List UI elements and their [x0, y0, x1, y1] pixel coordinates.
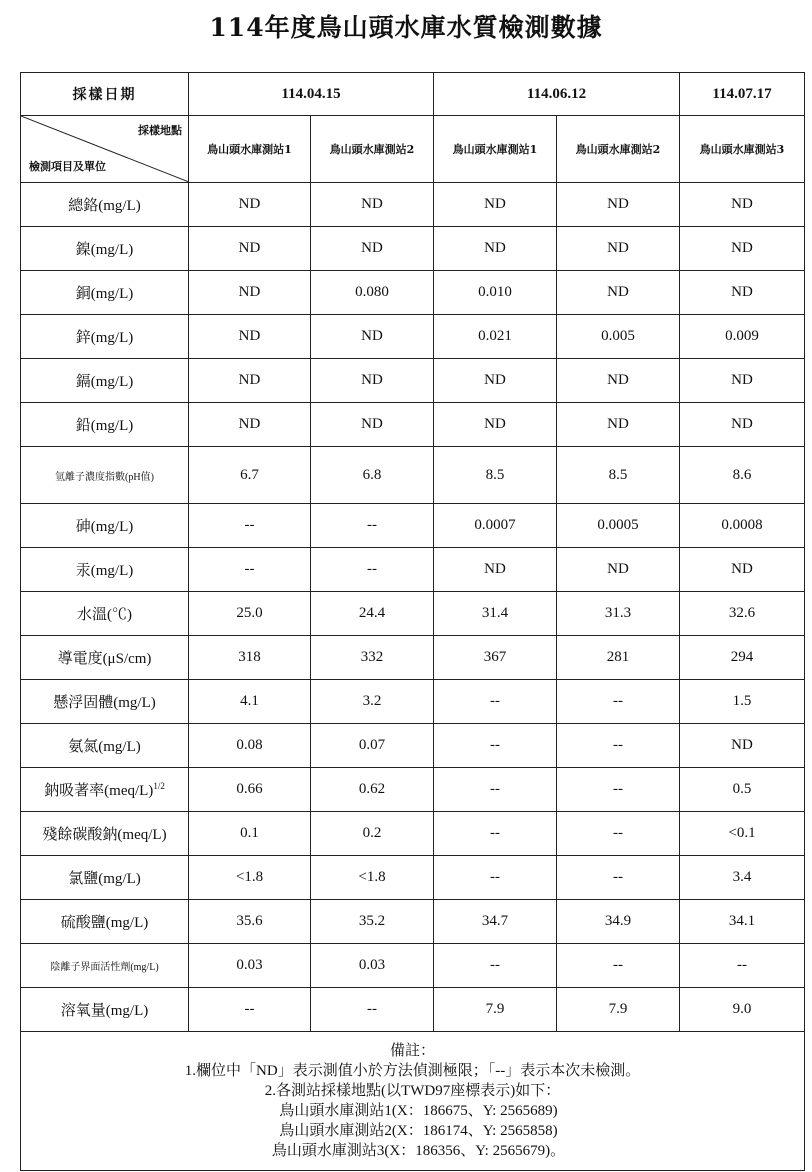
value-cell: 0.005 — [557, 315, 680, 359]
value-cell: ND — [189, 227, 311, 271]
test-item-text: 溶氧量(mg/L) — [60, 1003, 149, 1019]
station-header: 鳥山頭水庫測站1 — [189, 116, 311, 183]
corner-header-cell — [21, 116, 189, 183]
value-cell: ND — [557, 271, 680, 315]
table-row — [21, 548, 805, 592]
table-row — [21, 768, 805, 812]
data-rows — [21, 183, 805, 1032]
table-row — [21, 183, 805, 227]
date-header: 114.07.17 — [680, 73, 805, 116]
value-cell: -- — [557, 944, 680, 988]
table-row — [21, 315, 805, 359]
value-cell: ND — [311, 315, 434, 359]
water-quality-table — [20, 72, 805, 1171]
value-cell: 7.9 — [557, 988, 680, 1032]
value-cell: 0.010 — [434, 271, 557, 315]
value-cell: 8.5 — [434, 447, 557, 504]
value-cell: 0.08 — [189, 724, 311, 768]
value-cell: ND — [680, 227, 805, 271]
test-item-label — [21, 403, 189, 447]
test-item-label — [21, 944, 189, 988]
table-row — [21, 680, 805, 724]
value-cell: 0.0007 — [434, 504, 557, 548]
sampling-site-label: 採樣地點 — [138, 124, 182, 137]
station-header: 鳥山頭水庫測站3 — [680, 116, 805, 183]
value-cell: 9.0 — [680, 988, 805, 1032]
value-cell: 34.1 — [680, 900, 805, 944]
notes-heading: 備註： — [389, 1043, 435, 1059]
test-item-label — [21, 724, 189, 768]
value-cell: ND — [680, 359, 805, 403]
value-cell: ND — [434, 403, 557, 447]
test-item-text: 鋅(mg/L) — [75, 330, 134, 346]
value-cell: -- — [189, 988, 311, 1032]
test-item-label — [21, 636, 189, 680]
value-cell: 0.1 — [189, 812, 311, 856]
value-cell: -- — [311, 504, 434, 548]
table-row — [21, 359, 805, 403]
table-row — [21, 944, 805, 988]
page-title: 114年度鳥山頭水庫水質檢測數據 — [209, 13, 603, 42]
value-cell: 0.080 — [311, 271, 434, 315]
value-cell: -- — [434, 856, 557, 900]
value-cell: ND — [557, 548, 680, 592]
notes-row — [21, 1032, 805, 1171]
value-cell: ND — [189, 315, 311, 359]
value-cell: 318 — [189, 636, 311, 680]
station-header: 鳥山頭水庫測站2 — [311, 116, 434, 183]
value-cell: 0.021 — [434, 315, 557, 359]
test-item-text: 總鉻(mg/L) — [68, 198, 141, 214]
test-item-text: 鎘(mg/L) — [75, 374, 134, 390]
value-cell: ND — [434, 359, 557, 403]
value-cell: 8.6 — [680, 447, 805, 504]
test-item-text: 導電度(μS/cm) — [57, 651, 152, 667]
value-cell: ND — [434, 227, 557, 271]
note-line: 鳥山頭水庫測站1(X：186675、Y: 2565689) — [279, 1103, 558, 1119]
value-cell: <1.8 — [189, 856, 311, 900]
value-cell: 6.7 — [189, 447, 311, 504]
table-row — [21, 403, 805, 447]
test-item-label — [21, 680, 189, 724]
test-item-text: 氨氮(mg/L) — [68, 739, 141, 755]
test-item-label — [21, 504, 189, 548]
date-header: 114.06.12 — [434, 73, 680, 116]
value-cell: 294 — [680, 636, 805, 680]
value-cell: 34.7 — [434, 900, 557, 944]
table-row — [21, 724, 805, 768]
test-item-text: 銅(mg/L) — [75, 286, 134, 302]
value-cell: 3.2 — [311, 680, 434, 724]
table-row — [21, 812, 805, 856]
value-cell: ND — [434, 183, 557, 227]
value-cell: ND — [189, 403, 311, 447]
test-item-label — [21, 856, 189, 900]
value-cell: 32.6 — [680, 592, 805, 636]
notes-cell — [21, 1032, 805, 1171]
value-cell: ND — [680, 724, 805, 768]
value-cell: 35.6 — [189, 900, 311, 944]
test-item-label — [21, 812, 189, 856]
value-cell: 367 — [434, 636, 557, 680]
value-cell: -- — [680, 944, 805, 988]
test-item-text: 氫離子濃度指數(pH值) — [55, 471, 154, 483]
test-item-label — [21, 548, 189, 592]
value-cell: -- — [557, 856, 680, 900]
test-item-text: 鉛(mg/L) — [75, 418, 134, 434]
date-header-row — [21, 73, 805, 116]
value-cell: 0.03 — [189, 944, 311, 988]
value-cell: -- — [189, 504, 311, 548]
value-cell: 0.0008 — [680, 504, 805, 548]
test-item-label — [21, 447, 189, 504]
value-cell: ND — [189, 271, 311, 315]
table-row — [21, 447, 805, 504]
value-cell: <0.1 — [680, 812, 805, 856]
value-cell: ND — [189, 183, 311, 227]
test-item-label — [21, 227, 189, 271]
value-cell: ND — [680, 403, 805, 447]
value-cell: 0.07 — [311, 724, 434, 768]
station-header: 鳥山頭水庫測站2 — [557, 116, 680, 183]
test-item-text: 汞(mg/L) — [75, 563, 134, 579]
value-cell: 34.9 — [557, 900, 680, 944]
test-item-label: 檢測項目及單位 — [29, 160, 106, 173]
value-cell: ND — [680, 183, 805, 227]
test-item-text: 殘餘碳酸鈉(meq/L) — [42, 827, 167, 843]
value-cell: <1.8 — [311, 856, 434, 900]
test-item-text: 硫酸鹽(mg/L) — [60, 915, 149, 931]
value-cell: -- — [434, 812, 557, 856]
table-row — [21, 592, 805, 636]
value-cell: ND — [557, 403, 680, 447]
value-cell: -- — [557, 680, 680, 724]
value-cell: ND — [680, 271, 805, 315]
value-cell: ND — [311, 359, 434, 403]
value-cell: 0.62 — [311, 768, 434, 812]
table-row — [21, 988, 805, 1032]
value-cell: 0.5 — [680, 768, 805, 812]
test-item-label — [21, 592, 189, 636]
value-cell: -- — [434, 724, 557, 768]
station-header-row — [21, 116, 805, 183]
test-item-label — [21, 768, 189, 812]
value-cell: ND — [311, 403, 434, 447]
value-cell: ND — [557, 359, 680, 403]
note-line: 鳥山頭水庫測站2(X：186174、Y: 2565858) — [279, 1123, 558, 1139]
test-item-text: 水溫(℃) — [77, 607, 132, 623]
table-row — [21, 636, 805, 680]
value-cell: 281 — [557, 636, 680, 680]
test-item-text: 懸浮固體(mg/L) — [53, 695, 156, 711]
test-item-label — [21, 988, 189, 1032]
value-cell: 8.5 — [557, 447, 680, 504]
value-cell: -- — [557, 724, 680, 768]
value-cell: 0.03 — [311, 944, 434, 988]
test-item-text: 陰離子界面活性劑(mg/L) — [50, 962, 159, 973]
test-item-label — [21, 900, 189, 944]
value-cell: -- — [557, 768, 680, 812]
test-item-text: 鈉吸著率(meq/L) — [44, 783, 154, 799]
date-header: 114.04.15 — [189, 73, 434, 116]
value-cell: 24.4 — [311, 592, 434, 636]
station-header: 鳥山頭水庫測站1 — [434, 116, 557, 183]
value-cell: ND — [434, 548, 557, 592]
value-cell: 332 — [311, 636, 434, 680]
note-line: 鳥山頭水庫測站3(X：186356、Y: 2565679)。 — [271, 1143, 566, 1159]
value-cell: 0.009 — [680, 315, 805, 359]
value-cell: 0.2 — [311, 812, 434, 856]
value-cell: ND — [680, 548, 805, 592]
table-row — [21, 227, 805, 271]
table-row — [21, 271, 805, 315]
test-item-text: 鎳(mg/L) — [75, 242, 134, 258]
value-cell: ND — [311, 227, 434, 271]
value-cell: 4.1 — [189, 680, 311, 724]
value-cell: 25.0 — [189, 592, 311, 636]
value-cell: 6.8 — [311, 447, 434, 504]
test-item-text: 氯鹽(mg/L) — [68, 871, 141, 887]
value-cell: ND — [311, 183, 434, 227]
unit-exponent: 1/2 — [153, 781, 165, 791]
value-cell: -- — [434, 680, 557, 724]
value-cell: 0.0005 — [557, 504, 680, 548]
value-cell: -- — [189, 548, 311, 592]
value-cell: -- — [434, 768, 557, 812]
value-cell: 7.9 — [434, 988, 557, 1032]
value-cell: -- — [311, 548, 434, 592]
value-cell: ND — [557, 227, 680, 271]
value-cell: 1.5 — [680, 680, 805, 724]
test-item-label — [21, 183, 189, 227]
value-cell: 35.2 — [311, 900, 434, 944]
sampling-date-label: 採樣日期 — [21, 73, 189, 116]
note-line: 2.各測站採樣地點(以TWD97座標表示)如下： — [264, 1083, 561, 1099]
table-row — [21, 504, 805, 548]
value-cell: -- — [311, 988, 434, 1032]
value-cell: -- — [434, 944, 557, 988]
value-cell: 0.66 — [189, 768, 311, 812]
value-cell: 31.4 — [434, 592, 557, 636]
test-item-label — [21, 271, 189, 315]
test-item-label — [21, 359, 189, 403]
value-cell: 31.3 — [557, 592, 680, 636]
note-line: 1.欄位中「ND」表示測值小於方法偵測極限；「--」表示本次未檢測。 — [184, 1063, 641, 1079]
test-item-text: 砷(mg/L) — [75, 519, 134, 535]
value-cell: 3.4 — [680, 856, 805, 900]
table-row — [21, 900, 805, 944]
table-row — [21, 856, 805, 900]
value-cell: -- — [557, 812, 680, 856]
value-cell: ND — [557, 183, 680, 227]
test-item-label — [21, 315, 189, 359]
value-cell: ND — [189, 359, 311, 403]
